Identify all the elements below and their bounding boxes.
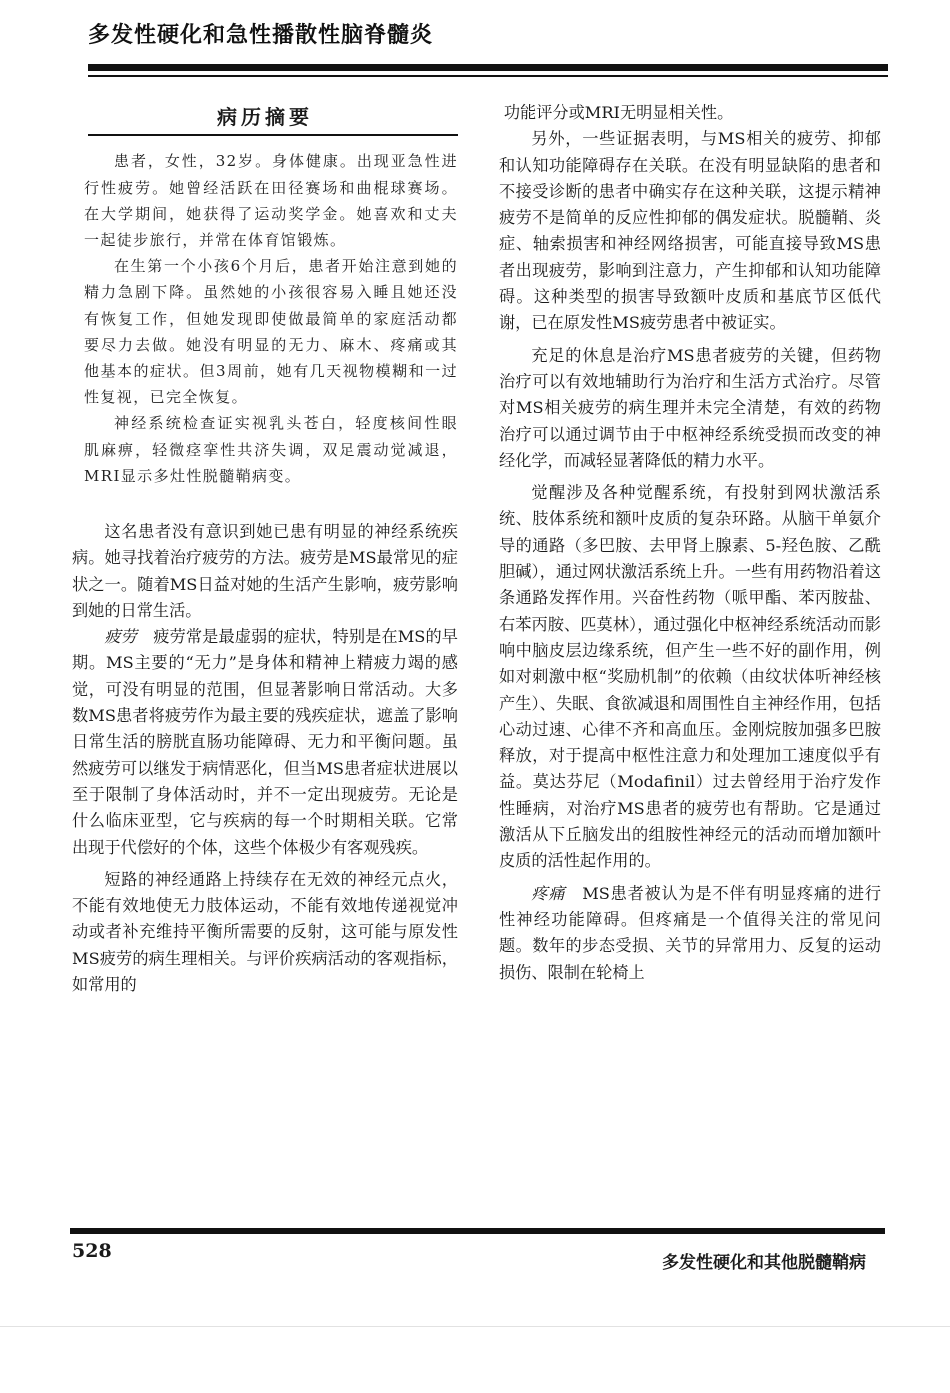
- body-paragraph: 充足的休息是治疗MS患者疲劳的关键，但药物治疗可以有效地辅助行为治疗和生活方式治疗。尽管对MS相关疲劳的病生理并未完全清楚，有效的药物治疗可以通过调节由于中枢神经系统受损而改变的神经化学，而减轻显著降低的精力水平。: [499, 345, 881, 470]
- pain-paragraph: [499, 881, 881, 986]
- running-foot: 多发性硬化和其他脱髓鞘病: [662, 1253, 866, 1273]
- case-summary: [84, 148, 458, 489]
- pain-text: MS患者被认为是不伴有明显疼痛的进行性神经功能障碍。但疼痛是一个值得关注的常见问题。数年的步态受损、关节的异常用力、反复的运动损伤、限制在轮椅上: [499, 883, 882, 982]
- case-title-rule: [88, 134, 458, 136]
- header-rule: [88, 64, 888, 71]
- case-summary-title: 病历摘要: [217, 105, 313, 129]
- body-paragraph: 这名患者没有意识到她已患有明显的神经系统疾病。她寻找着治疗疲劳的方法。疲劳是MS最常见的症状之一。随着MS日益对她的生活产生影响，疲劳影响到她的日常生活。: [72, 521, 458, 620]
- fatigue-paragraph: [72, 624, 458, 861]
- case-paragraph: 神经系统检查证实视乳头苍白，轻度核间性眼肌麻痹，轻微痉挛性共济失调，双足震动觉减退，MRI显示多灶性脱髓鞘病变。: [84, 414, 458, 485]
- fatigue-text: 疲劳常是最虚弱的症状，特别是在MS的早期。MS主要的“无力”是身体和精神上精疲力竭的感觉，可没有明显的范围，但显著影响日常活动。大多数MS患者将疲劳作为最主要的残疾症状，遮盖了影响日常生活的膀胱直肠功能障碍、无力和平衡问题。虽然疲劳可以继发于病情恶化，但当MS患者症状进展以至于限制了身体活动时，并不一定出现疲劳。无论是什么临床亚型，它与疾病的每一个时期相关联。它常出现于代偿好的个体，这些个体极少有客观残疾。: [72, 627, 458, 857]
- scan-edge-line: [0, 1326, 950, 1327]
- continued-paragraph: 功能评分或MRI无明显相关性。: [503, 103, 734, 122]
- body-paragraph: 短路的神经通路上持续存在无效的神经元点火，不能有效地使无力肢体运动，不能有效地传递视觉冲动或者补充维持平衡所需要的反射，这可能与原发性MS疲劳的病生理相关。与评价疾病活动的客观指标，如常用的: [72, 869, 458, 994]
- left-column: [72, 100, 458, 998]
- pain-term: 疼痛: [531, 883, 566, 903]
- page-number: 528: [72, 1240, 112, 1262]
- footer-rule: [70, 1228, 885, 1234]
- body-paragraph: 另外，一些证据表明，与MS相关的疲劳、抑郁和认知功能障碍存在关联。在没有明显缺陷的患者和不接受诊断的患者中确实存在这种关联，这提示精神疲劳不是简单的反应性抑郁的偶发症状。脱髓鞘、炎症、轴索损害和神经网络损害，可能直接导致MS患者出现疲劳，影响到注意力，产生抑郁和认知功能障碍。这种类型的损害导致额叶皮质和基底节区低代谢，已在原发性MS疲劳患者中被证实。: [499, 129, 881, 333]
- header-rule-thin: [88, 75, 888, 77]
- right-column: [499, 100, 881, 986]
- fatigue-term: 疲劳: [104, 627, 137, 647]
- body-paragraph: 觉醒涉及各种觉醒系统，有投射到网状激活系统、肢体系统和额叶皮质的复杂环路。从脑干单氨介导的通路（多巴胺、去甲肾上腺素、5-羟色胺、乙酰胆碱），通过网状激活系统上升。一些有用药物沿着这条通路发挥作用。兴奋性药物（哌甲酯、苯丙胺盐、右苯丙胺、匹莫林），通过强化中枢神经系统活动而影响中脑皮层边缘系统，但产生一些不好的副作用，例如对刺激中枢“奖励机制”的依赖（由纹状体听神经核产生）、失眠、食欲减退和周围性自主神经作用，包括心动过速、心律不齐和高血压。金刚烷胺加强多巴胺释放，对于提高中枢性注意力和处理加工速度似乎有益。莫达芬尼（Modafinil）过去曾经用于治疗发作性睡病，对治疗MS患者的疲劳也有帮助。它是通过激活从下丘脑发出的组胺性神经元的活动而增加额叶皮质的活性起作用的。: [499, 483, 881, 871]
- case-paragraph: 患者，女性，32岁。身体健康。出现亚急性进行性疲劳。她曾经活跃在田径赛场和曲棍球赛场。在大学期间，她获得了运动奖学金。她喜欢和丈夫一起徒步旅行，并常在体育馆锻炼。: [84, 152, 458, 249]
- running-head: 多发性硬化和急性播散性脑脊髓炎: [88, 23, 434, 48]
- case-paragraph: 在生第一个小孩6个月后，患者开始注意到她的精力急剧下降。虽然她的小孩很容易入睡且她还没有恢复工作，但她发现即使做最简单的家庭活动都要尽力去做。她没有明显的无力、麻木、疼痛或其他基本的症状。但3周前，她有几天视物模糊和一过性复视，已完全恢复。: [84, 257, 458, 407]
- section-gap: [72, 489, 458, 519]
